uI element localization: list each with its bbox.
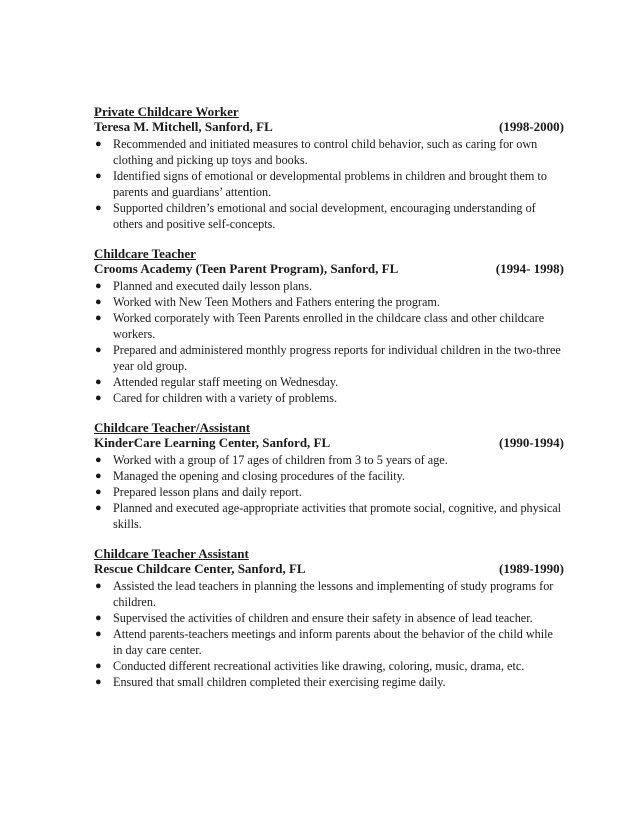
job-title: Childcare Teacher Assistant (94, 546, 249, 561)
bullet-icon: ● (95, 580, 102, 592)
bullet-icon: ● (95, 486, 102, 498)
bullet-icon: ● (95, 312, 102, 324)
duties-list (94, 452, 564, 532)
employment-years: (1989-1990) (499, 561, 564, 576)
duty-item: ● Conducted different recreational activities like drawing, coloring, music, drama, etc. (95, 659, 525, 673)
job-title: Childcare Teacher (94, 246, 196, 261)
duty-item: ● Planned and executed daily lesson plans. (95, 279, 313, 293)
bullet-icon: ● (95, 280, 102, 292)
duty-item: ● Worked with New Teen Mothers and Fathers entering the program. (95, 295, 440, 309)
duty-item: ● Prepared and administered monthly progress reports for individual children in the two-three year old group. (95, 343, 561, 373)
employer-name: KinderCare Learning Center, Sanford, FL (94, 435, 331, 450)
employment-years: (1994- 1998) (495, 261, 564, 276)
duty-item: ● Identified signs of emotional or developmental problems in children and brought them to parents and guardians’ attention. (95, 169, 547, 199)
job-section-childcare-teacher (94, 246, 578, 406)
bullet-icon: ● (95, 138, 102, 150)
duty-item: ● Worked with a group of 17 ages of children from 3 to 5 years of age. (95, 453, 448, 467)
bullet-icon: ● (95, 470, 102, 482)
employment-years: (1998-2000) (499, 119, 564, 134)
bullet-icon: ● (95, 502, 102, 514)
job-section-private-childcare-worker (94, 104, 578, 232)
bullet-icon: ● (95, 676, 102, 688)
duty-item: ● Cared for children with a variety of problems. (95, 391, 338, 405)
duty-item: ● Supported children’s emotional and social development, encouraging understanding of others and positive self-concepts. (95, 201, 536, 231)
duties-list (94, 278, 564, 406)
employment-years: (1990-1994) (499, 435, 564, 450)
bullet-icon: ● (95, 170, 102, 182)
duty-item: ● Worked corporately with Teen Parents enrolled in the childcare class and other childcare workers. (95, 311, 545, 341)
bullet-icon: ● (95, 612, 102, 624)
bullet-icon: ● (95, 376, 102, 388)
job-section-childcare-teacher-assistant-kindercare (94, 420, 578, 532)
employer-line (94, 119, 564, 135)
duty-item: ● Attend parents-teachers meetings and inform parents about the behavior of the child while in day care center. (95, 627, 553, 657)
bullet-icon: ● (95, 628, 102, 640)
employer-name: Rescue Childcare Center, Sanford, FL (94, 561, 306, 576)
bullet-icon: ● (95, 296, 102, 308)
duty-item: ● Assisted the lead teachers in planning the lessons and implementing of study programs for children. (95, 579, 554, 609)
employer-line (94, 261, 564, 277)
bullet-icon: ● (95, 454, 102, 466)
bullet-icon: ● (95, 344, 102, 356)
duty-item: ● Recommended and initiated measures to control child behavior, such as caring for own clothing and picking up toys and books. (95, 137, 538, 167)
employer-line (94, 435, 564, 451)
duty-item: ● Managed the opening and closing procedures of the facility. (95, 469, 405, 483)
bullet-icon: ● (95, 392, 102, 404)
job-title: Private Childcare Worker (94, 104, 239, 119)
duty-item: ● Ensured that small children completed their exercising regime daily. (95, 675, 446, 689)
job-title: Childcare Teacher/Assistant (94, 420, 251, 435)
employer-name: Crooms Academy (Teen Parent Program), Sanford, FL (94, 261, 399, 276)
duties-list (94, 578, 564, 690)
employer-line (94, 561, 564, 577)
duty-item: ● Attended regular staff meeting on Wednesday. (95, 375, 339, 389)
duties-list (94, 136, 564, 232)
job-section-childcare-teacher-assistant-rescue (94, 546, 578, 690)
employer-name: Teresa M. Mitchell, Sanford, FL (94, 119, 273, 134)
bullet-icon: ● (95, 202, 102, 214)
duty-item: ● Prepared lesson plans and daily report. (95, 485, 302, 499)
duty-item: ● Supervised the activities of children and ensure their safety in absence of lead teacher. (95, 611, 533, 625)
duty-item: ● Planned and executed age-appropriate activities that promote social, cognitive, and physical skills. (95, 501, 562, 531)
bullet-icon: ● (95, 660, 102, 672)
